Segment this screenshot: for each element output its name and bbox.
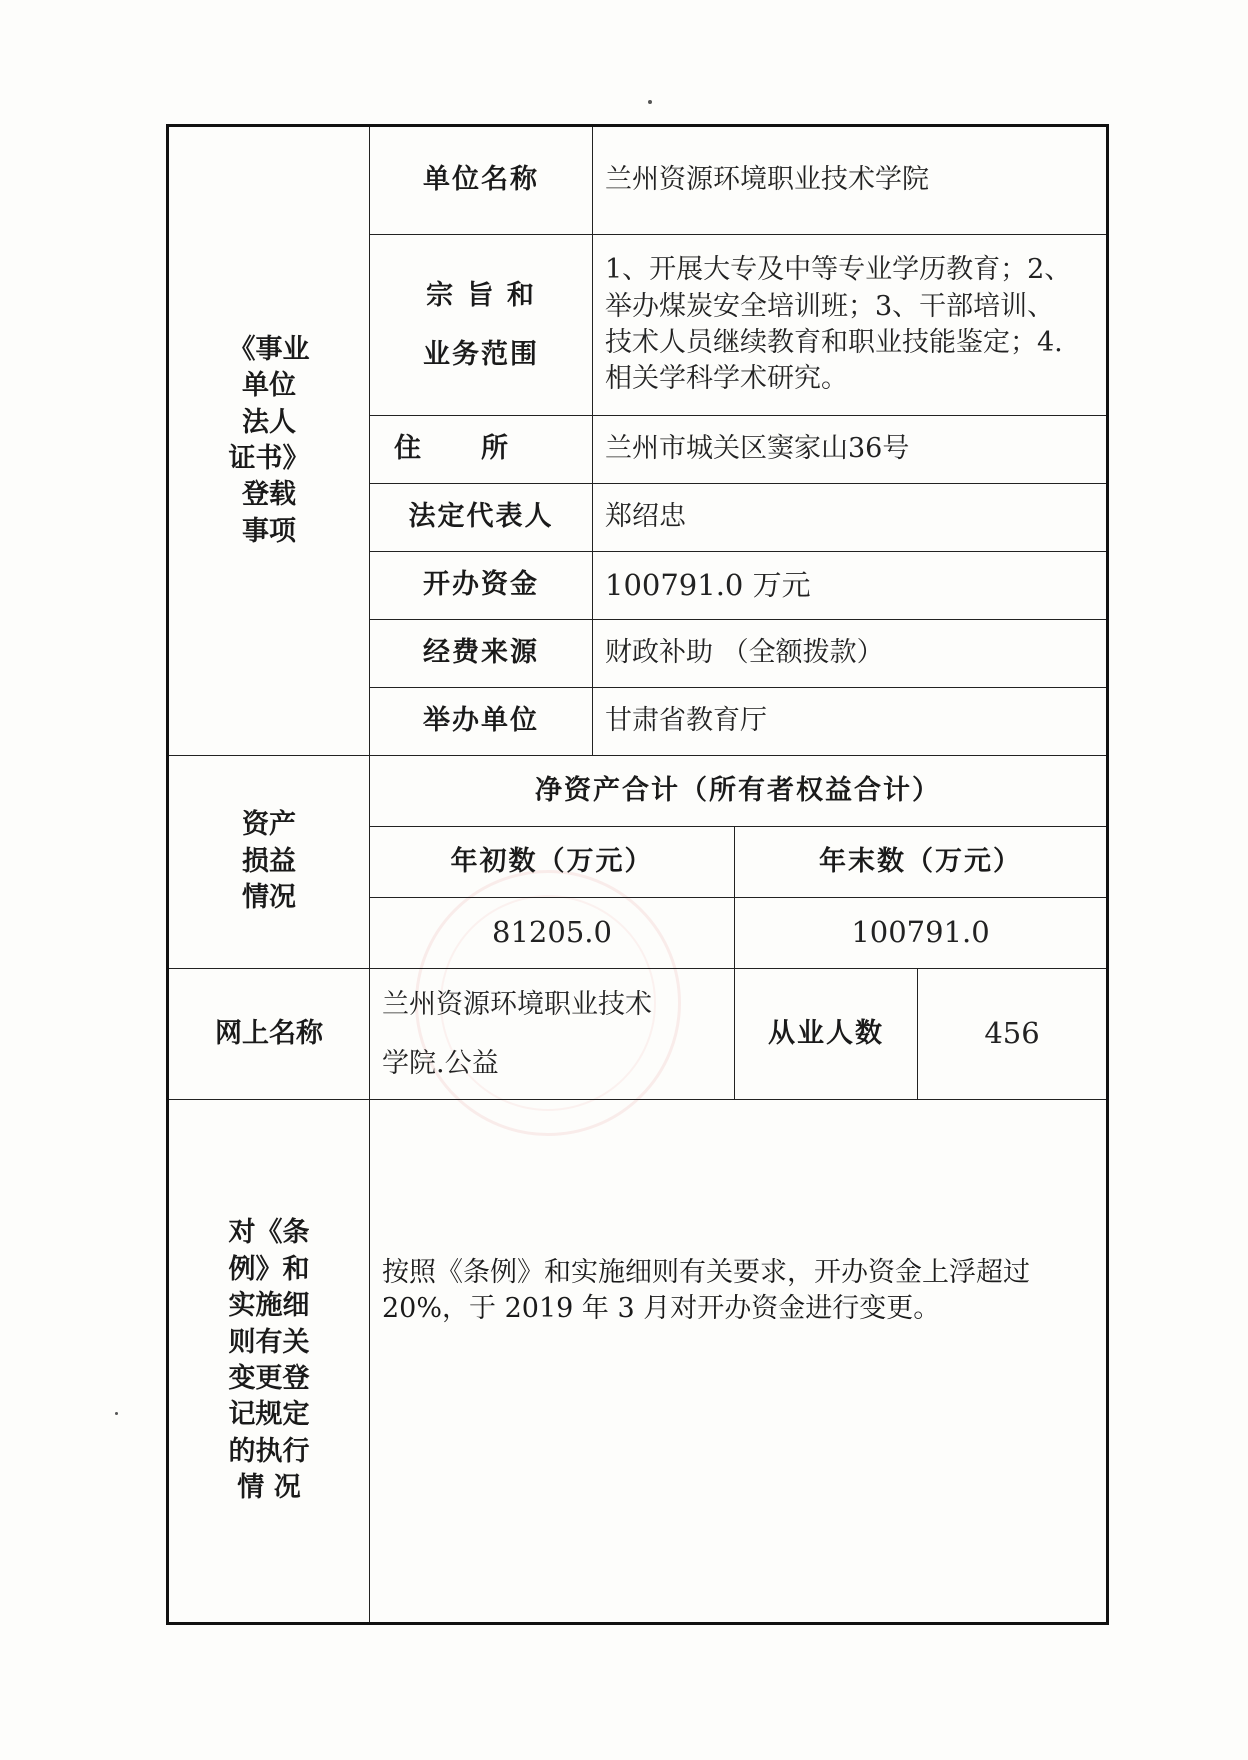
certificate-section-label: 《事业 单位 法人 证书》 登载 事项 <box>168 126 370 756</box>
row-unit-name <box>168 126 1108 235</box>
unit-name-label: 单位名称 <box>370 126 593 235</box>
compliance-text: 按照《条例》和实施细则有关要求，开办资金上浮超过 20%，于 2019 年 3 月对开办资金进行变更。 <box>370 1100 1108 1624</box>
address-label: 住所 <box>370 416 593 484</box>
legal-rep-label: 法定代表人 <box>370 484 593 552</box>
staff-count-value: 456 <box>918 969 1108 1100</box>
row-compliance <box>168 1100 1108 1624</box>
address-value: 兰州市城关区窦家山36号 <box>593 416 1108 484</box>
funding-value: 财政补助 （全额拨款） <box>593 620 1108 688</box>
sponsor-value: 甘肃省教育厅 <box>593 688 1108 756</box>
net-assets-header: 净资产合计（所有者权益合计） <box>370 756 1108 827</box>
scan-speck <box>648 100 652 104</box>
capital-label: 开办资金 <box>370 552 593 620</box>
year-start-value: 81205.0 <box>370 898 735 969</box>
online-name-label: 网上名称 <box>168 969 370 1100</box>
online-name-value: 兰州资源环境职业技术 学院.公益 <box>370 969 735 1100</box>
row-assets-header <box>168 756 1108 827</box>
year-start-label: 年初数（万元） <box>370 827 735 898</box>
purpose-value: 1、开展大专及中等专业学历教育；2、 举办煤炭安全培训班；3、干部培训、 技术人员继续教育和职业技能鉴定；4. 相关学科学术研究。 <box>593 235 1108 416</box>
year-end-label: 年末数（万元） <box>735 827 1108 898</box>
assets-section-label: 资产 损益 情况 <box>168 756 370 969</box>
purpose-label: 宗 旨 和 业务范围 <box>370 235 593 416</box>
row-online-name <box>168 969 1108 1100</box>
compliance-section-label: 对《条 例》和 实施细 则有关 变更登 记规定 的执行 情 况 <box>168 1100 370 1624</box>
capital-value: 100791.0 万元 <box>593 552 1108 620</box>
staff-count-label: 从业人数 <box>735 969 918 1100</box>
legal-rep-value: 郑绍忠 <box>593 484 1108 552</box>
funding-label: 经费来源 <box>370 620 593 688</box>
registration-form-table <box>166 124 1109 1625</box>
unit-name-value: 兰州资源环境职业技术学院 <box>593 126 1108 235</box>
year-end-value: 100791.0 <box>735 898 1108 969</box>
sponsor-label: 举办单位 <box>370 688 593 756</box>
scan-speck <box>115 1412 118 1415</box>
